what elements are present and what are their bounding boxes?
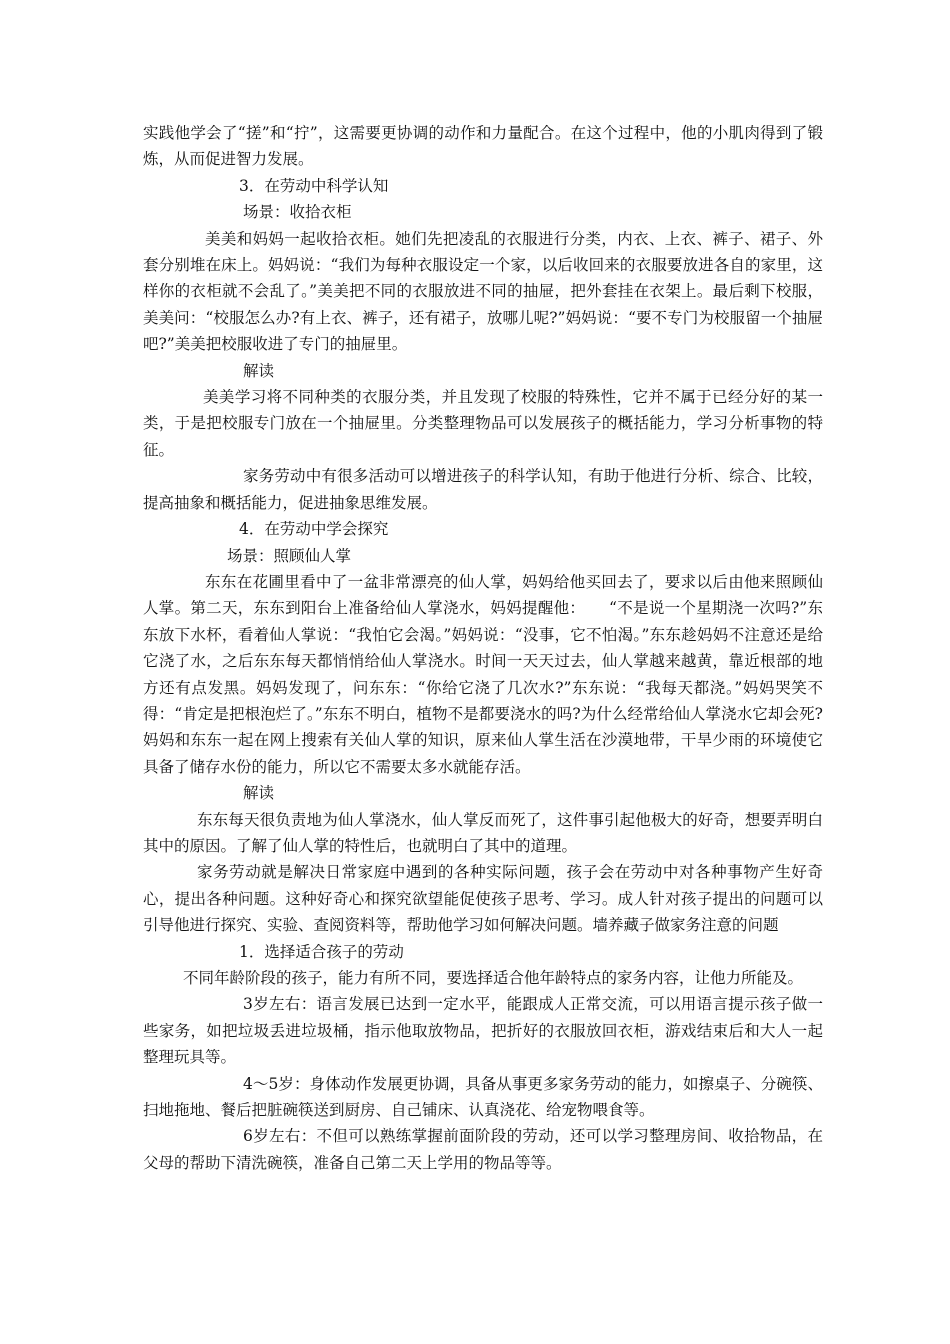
section-heading-choose-work: 1．选择适合孩子的劳动 (239, 942, 404, 961)
paragraph-interpretation-wardrobe: 美美学习将不同种类的衣服分类，并且发现了校服的特殊性，它并不属于已经分好的某一类，于是把校服专门放在一个抽屉里。分类整理物品可以发展孩子的概括能力，学习分析事物的特征。 (143, 388, 823, 459)
paragraph-science-cognition: 家务劳动中有很多活动可以增进孩子的科学认知，有助于他进行分析、综合、比较，提高抽象和概括能力，促进抽象思维发展。 (143, 467, 823, 512)
paragraph-scene-wardrobe: 美美和妈妈一起收拾衣柜。她们先把凌乱的衣服进行分类，内衣、上衣、裤子、裙子、外套分别堆在床上。妈妈说：“我们为每种衣服设定一个家，以后收回来的衣服要放进各自的家里，这样你的衣柜就不会乱了。”美美把不同的衣服放进不同的抽屉，把外套挂在衣架上。最后剩下校服，美美问：“校服怎么办?有上衣、裤子，还有裙子，放哪儿呢?”妈妈说：“要不专门为校服留一个抽屉吧?”美美把校服收进了专门的抽屉里。 (143, 229, 823, 354)
interpretation-heading-2: 解读 (243, 784, 275, 803)
document-body (143, 120, 823, 1176)
scene-heading-wardrobe: 场景：收拾衣柜 (243, 203, 352, 222)
paragraph-intro-continuation: 实践他学会了“搓”和“拧”，这需要更协调的动作和力量配合。在这个过程中，他的小肌肉得到了锻炼，从而促进智力发展。 (143, 124, 823, 169)
paragraph-interpretation-cactus: 东东每天很负责地为仙人掌浇水，仙人掌反而死了，这件事引起他极大的好奇，想要弄明白其中的原因。了解了仙人掌的特性后，也就明白了其中的道理。 (143, 810, 823, 855)
paragraph-age-3: 3岁左右：语言发展已达到一定水平，能跟成人正常交流，可以用语言提示孩子做一些家务，如把垃圾丢进垃圾桶，指示他取放物品，把折好的衣服放回衣柜，游戏结束后和大人一起整理玩具等。 (143, 995, 823, 1067)
section-heading-4: 4．在劳动中学会探究 (239, 520, 389, 539)
scene-heading-cactus: 场景：照顾仙人掌 (227, 546, 352, 565)
paragraph-age-4-5: 4～5岁：身体动作发展更协调，具备从事更多家务劳动的能力，如擦桌子、分碗筷、扫地拖地、餐后把脏碗筷送到厨房、自己铺床、认真浇花、给宠物喂食等。 (143, 1074, 823, 1120)
interpretation-heading-1: 解读 (243, 361, 275, 380)
paragraph-age-intro: 不同年龄阶段的孩子，能力有所不同，要选择适合他年龄特点的家务内容，让他力所能及。 (183, 969, 804, 987)
section-heading-3: 3．在劳动中科学认知 (239, 176, 389, 195)
paragraph-exploration: 家务劳动就是解决日常家庭中遇到的各种实际问题，孩子会在劳动中对各种事物产生好奇心，提出各种问题。这种好奇心和探究欲望能促使孩子思考、学习。成人针对孩子提出的问题可以引导他进行探究、实验、查阅资料等，帮助他学习如何解决问题。墙养藏子做家务注意的问题 (143, 863, 823, 935)
paragraph-scene-cactus: 东东在花圃里看中了一盆非常漂亮的仙人掌，妈妈给他买回去了，要求以后由他来照顾仙人掌。第二天，东东到阳台上准备给仙人掌浇水，妈妈提醒他： “不是说一个星期浇一次吗?”东东放下水杯，看着仙人掌说：“我怕它会渴。”妈妈说：“没事，它不怕渴。”东东趁妈妈不注意还是给它浇了水，之后东东每天都悄悄给仙人掌浇水。时间一天天过去，仙人掌越来越黄，靠近根部的地方还有点发黑。妈妈发现了，问东东：“你给它浇了几次水?”东东说：“我每天都浇。”妈妈哭笑不得：“肯定是把根泡烂了。”东东不明白，植物不是都要浇水的吗?为什么经常给仙人掌浇水它却会死?妈妈和东东一起在网上搜索有关仙人掌的知识，原来仙人掌生活在沙漠地带，干旱少雨的环境使它具备了储存水份的能力，所以它不需要太多水就能存活。 (143, 572, 823, 776)
paragraph-age-6: 6岁左右：不但可以熟练掌握前面阶段的劳动，还可以学习整理房间、收拾物品，在父母的帮助下清洗碗筷，准备自己第二天上学用的物品等等。 (143, 1127, 823, 1172)
